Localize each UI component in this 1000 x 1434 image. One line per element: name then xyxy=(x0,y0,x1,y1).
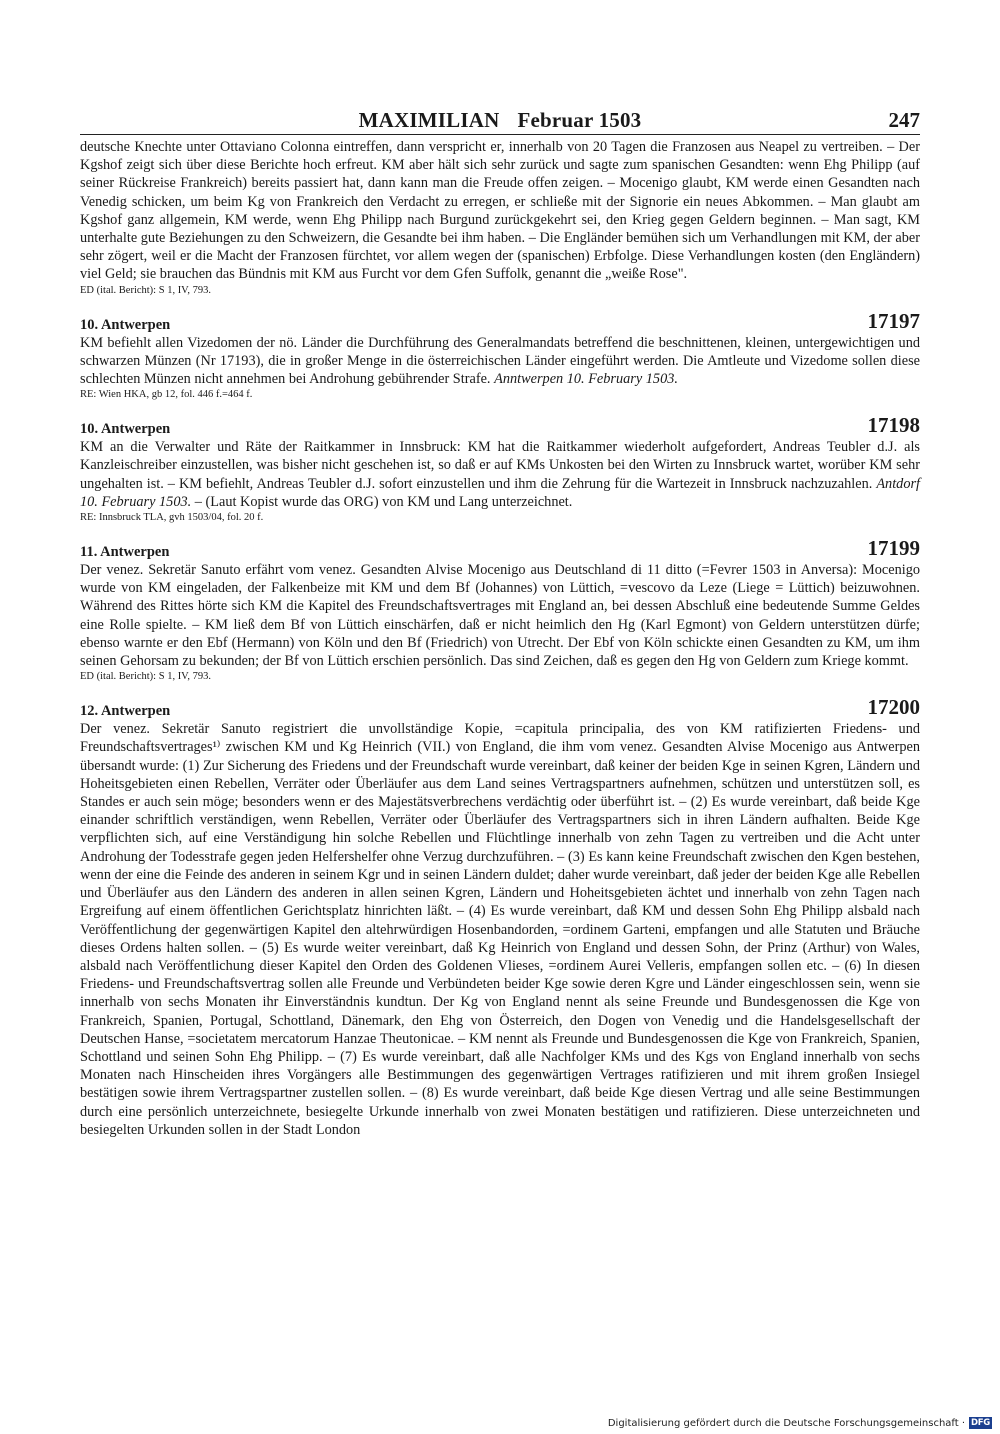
main-text xyxy=(80,138,920,1139)
entry-source: RE: Wien HKA, gb 12, fol. 446 f.=464 f. xyxy=(80,389,253,401)
entry-text: KM befiehlt allen Vizedomen der nö. Länder die Durchführung des Generalmandats betreffend die beschnittenen, kleinen, untergewichtigen und schwarzen Münzen (Nr 17193), die in großer Menge in die österreichischen Länder eingeführt werden. Die Amtleute und Vizedome sollen diese schlechten Münzen nicht annehmen bei Androhung gebührender Strafe. Anntwerpen 10. February 1503. xyxy=(80,334,920,388)
continuation-source: ED (ital. Bericht): S 1, IV, 793. xyxy=(80,284,212,296)
dfg-logo-icon: DFG xyxy=(971,1418,990,1428)
entry-text: Der venez. Sekretär Sanuto erfährt vom venez. Gesandten Alvise Mocenigo aus Deutschland di 11 ditto (=Fevrer 1503 in Anversa): Mocenigo wurde von KM eingeladen, der Falkenbeize mit KM und dem Bf (Johannes) von Lüttich, =vescovo da Leze (Liege = Lüttich) beizuwohnen. Während des Rittes hörte sich KM die Kapitel des Freundschaftsvertrages mit England an, bei dessen Abschluß eine bedeutende Summe Geldes eine Rolle spielte. – KM ließ dem Bf von Lüttich einschärfen, daß er nicht heimlich den Hg (Karl Egmont) von Geldern unterstützen dürfe; ebenso warnte er den Ebf (Hermann) von Köln und den Bf (Friedrich) von Utrecht. Der Ebf von Köln schickte einen Gesandten zu KM, um ihm seinen Gehorsam zu bekunden; der Bf von Lüttich erschien persönlich. Das sind Zeichen, daß es gegen den Hg von Geldern zum Kriege kommt. xyxy=(80,562,920,670)
running-head xyxy=(80,108,920,135)
entry-header xyxy=(80,695,920,720)
entry-dating: Antdorf 10. February 1503. xyxy=(80,475,920,510)
entry-header xyxy=(80,308,920,334)
entry-source: ED (ital. Bericht): S 1, IV, 793. xyxy=(80,671,212,683)
entry-date-place: 10. Antwerpen xyxy=(80,316,171,333)
running-title-name: MAXIMILIAN xyxy=(358,108,500,132)
entry-header xyxy=(80,536,920,561)
entry-number: 17198 xyxy=(867,413,920,438)
entry-text: Der venez. Sekretär Sanuto registriert die unvollständige Kopie, =capitula principalia, des von KM ratifizierten Friedens- und Freundschaftsvertrages¹⁾ zwischen KM und Kg Heinrich (VII.) von England, die ihm vom venez. Gesandten Alvise Mocenigo aus Antwerpen übersandt wurde: (1) Zur Sicherung des Friedens und der Freundschaft wurde vereinbart, daß keiner der beiden Kge in seinen Kgren, Ländern und Hoheitsgebieten einen Rebellen, Verräter oder Überläufer aus dem Land seines Vertragspartners aufnehmen, schützen und unterstützen soll, es Standes er auch sein möge; besonders wenn er des Majestätsverbrechens verdächtig oder überführt ist. – (2) Es wurde vereinbart, daß beide Kge einander schriftlich verständigen, wenn Rebellen, Verräter oder Überläufer des Vertragspartners sich in ihren Ländern aufhalten. Beide Kge verpflichten sich, auf eine Verständigung hin solche Rebellen und Flüchtlinge innerhalb von zehn Tagen zu vertreiben und die Acht unter Androhung der Todesstrafe gegen jeden Helfershelfer ohne Verzug durchzuführen. – (3) Es kann keine Freundschaft zwischen den Kgen bestehen, wenn der eine die Feinde des anderen in seinem Kgr und in seinen Ländern duldet; daher wurde vereinbart, daß jeder der beiden Kge alle Rebellen und Überläufer aus den Ländern des anderen in allen seinen Kgren, Ländern und Hoheitsgebieten ächtet und innerhalb von zehn Tagen nach Ergreifung auf einem öffentlichen Gerichtsplatz hinrichten läßt. – (4) Es wurde vereinbart, daß KM und dessen Sohn Ehg Philipp alsbald nach Veröffentlichung der gegenwärtigen Kapitel den altehrwürdigen Hosenbandorden, =ordinem Garteni, empfangen und alle Statuten und Bräuche dieses Ordens halten sollen. – (5) Es wurde weiter vereinbart, daß Kg Heinrich von England und dessen Sohn, der Prinz (Arthur) von Wales, alsbald nach Veröffentlichung dieser Kapitel den Orden des Goldenen Vlieses, =ordinem Aurei Velleris, empfangen sollen etc. – (6) In diesen Friedens- und Freundschaftsvertrag sollen alle Freunde und Verbündeten beider Kge sowie deren Kgre und Länder eingeschlossen sein, wenn sie innerhalb von sechs Monaten ihr Einverständnis kundtun. Der Kg von England nennt als seine Freunde und Bundesgenossen die Kge von Frankreich, Spanien, Portugal, Schottland, Dänemark, den Ehg von Österreich, den Dogen von Venedig und die Handelsgesellschaft der Deutschen Hanse, =societatem mercatorum Hanzae Theutonicae. – KM nennt als Freunde und Bundesgenossen die Kge von Frankreich, Spanien, Schottland und seinen Sohn Ehg Philipp. – (7) Es wurde vereinbart, daß alle Nachfolger KMs und des Kgs von England innerhalb von sechs Monaten nach Hinscheiden ihres Vorgängers alle Bestimmungen des gegenwärtigen Vertrages ratifizieren und mit ihrem großen Insiegel bestätigen sowie ihrem Vertragspartner zustellen sollen. – (8) Es wurde vereinbart, daß beide Kge diesen Vertrag und alle seine Bestimmungen durch eine persönlich unterzeichnete, besiegelte Urkunde innerhalb von zwei Monaten bestätigen und ratifizieren. Diese unterzeichneten und besiegelten Urkunden sollen in der Stadt London xyxy=(80,721,920,1138)
regest-entry-17200 xyxy=(80,695,920,1139)
entry-number: 17199 xyxy=(867,536,920,561)
credit-text: Digitalisierung gefördert durch die Deutsche Forschungsgemeinschaft · xyxy=(607,1417,966,1429)
digitization-credit xyxy=(608,1417,992,1429)
entry-header xyxy=(80,413,920,438)
regest-entry-17198 xyxy=(80,413,920,525)
entry-date-place: 10. Antwerpen xyxy=(80,421,171,438)
regest-entry-17199 xyxy=(80,536,920,684)
document-page xyxy=(80,108,920,1139)
entry-number: 17197 xyxy=(867,308,920,333)
entry-date-place: 12. Antwerpen xyxy=(80,703,171,720)
running-title xyxy=(80,108,920,133)
entry-source: RE: Innsbruck TLA, gvh 1503/04, fol. 20 f. xyxy=(80,512,264,524)
entry-dating: Anntwerpen 10. February 1503. xyxy=(494,371,678,388)
entry-number: 17200 xyxy=(867,695,920,720)
continuation-text: deutsche Knechte unter Ottaviano Colonna eintreffen, dann verspricht er, innerhalb von 20 Tagen die Franzosen aus Neapel zu vertreiben. – Der Kgshof zeigt sich über diese Berichte hoch erfreut. KM aber hält sich sehr zurück und sagte zum spanischen Gesandten: wenn Ehg Philipp (auf seiner Rückreise Frankreich) bereits passiert hat, dann kann man die Freude offen zeigen. – Mocenigo glaubt, KM werde einen Gesandten nach Venedig schicken, um beim Kg von Frankreich den Verdacht zu erregen, er schließe mit der Signorie ein neues Abkommen. – Man glaubt am Kgshof ganz allgemein, KM werde, wenn Ehg Philipp nach Burgund zurückgekehrt sei, den Krieg gegen Geldern beginnen. – Man sagt, KM unterhalte gute Beziehungen zu den Schweizern, die Gesandte bei ihm haben. – Die Engländer bemühen sich um Verhandlungen mit KM, der aber sehr zögert, weil er die Macht der Franzosen fürchtet, vor allem wegen der (spanischen) Erbfolge. Diese Verhandlungen kosten (den Engländern) viel Geld; sie brauchen das Bündnis mit KM aus Furcht vor dem Gfen Suffolk, genannt die „weiße Rose". xyxy=(80,139,920,283)
entry-text: KM an die Verwalter und Räte der Raitkammer in Innsbruck: KM hat die Raitkammer wiederholt aufgefordert, Andreas Teubler d.J. als Kanzleischreiber einzustellen, was bisher nicht geschehen ist, so daß er auf KMs Unkosten bei den Wirten zu Innsbruck wartet, worüber KM sehr ungehalten ist. – KM befiehlt, Andreas Teubler d.J. sofort einzustellen und ihm die Zehrung für die Wartezeit in Innsbruck nachzuzahlen. Antdorf 10. February 1503. – (Laut Kopist wurde das ORG) von KM und Lang unterzeichnet. xyxy=(80,439,920,510)
regest-entry-17197 xyxy=(80,308,920,403)
entry-date-place: 11. Antwerpen xyxy=(80,544,170,561)
page-number: 247 xyxy=(888,108,920,132)
running-title-date: Februar 1503 xyxy=(517,108,642,132)
